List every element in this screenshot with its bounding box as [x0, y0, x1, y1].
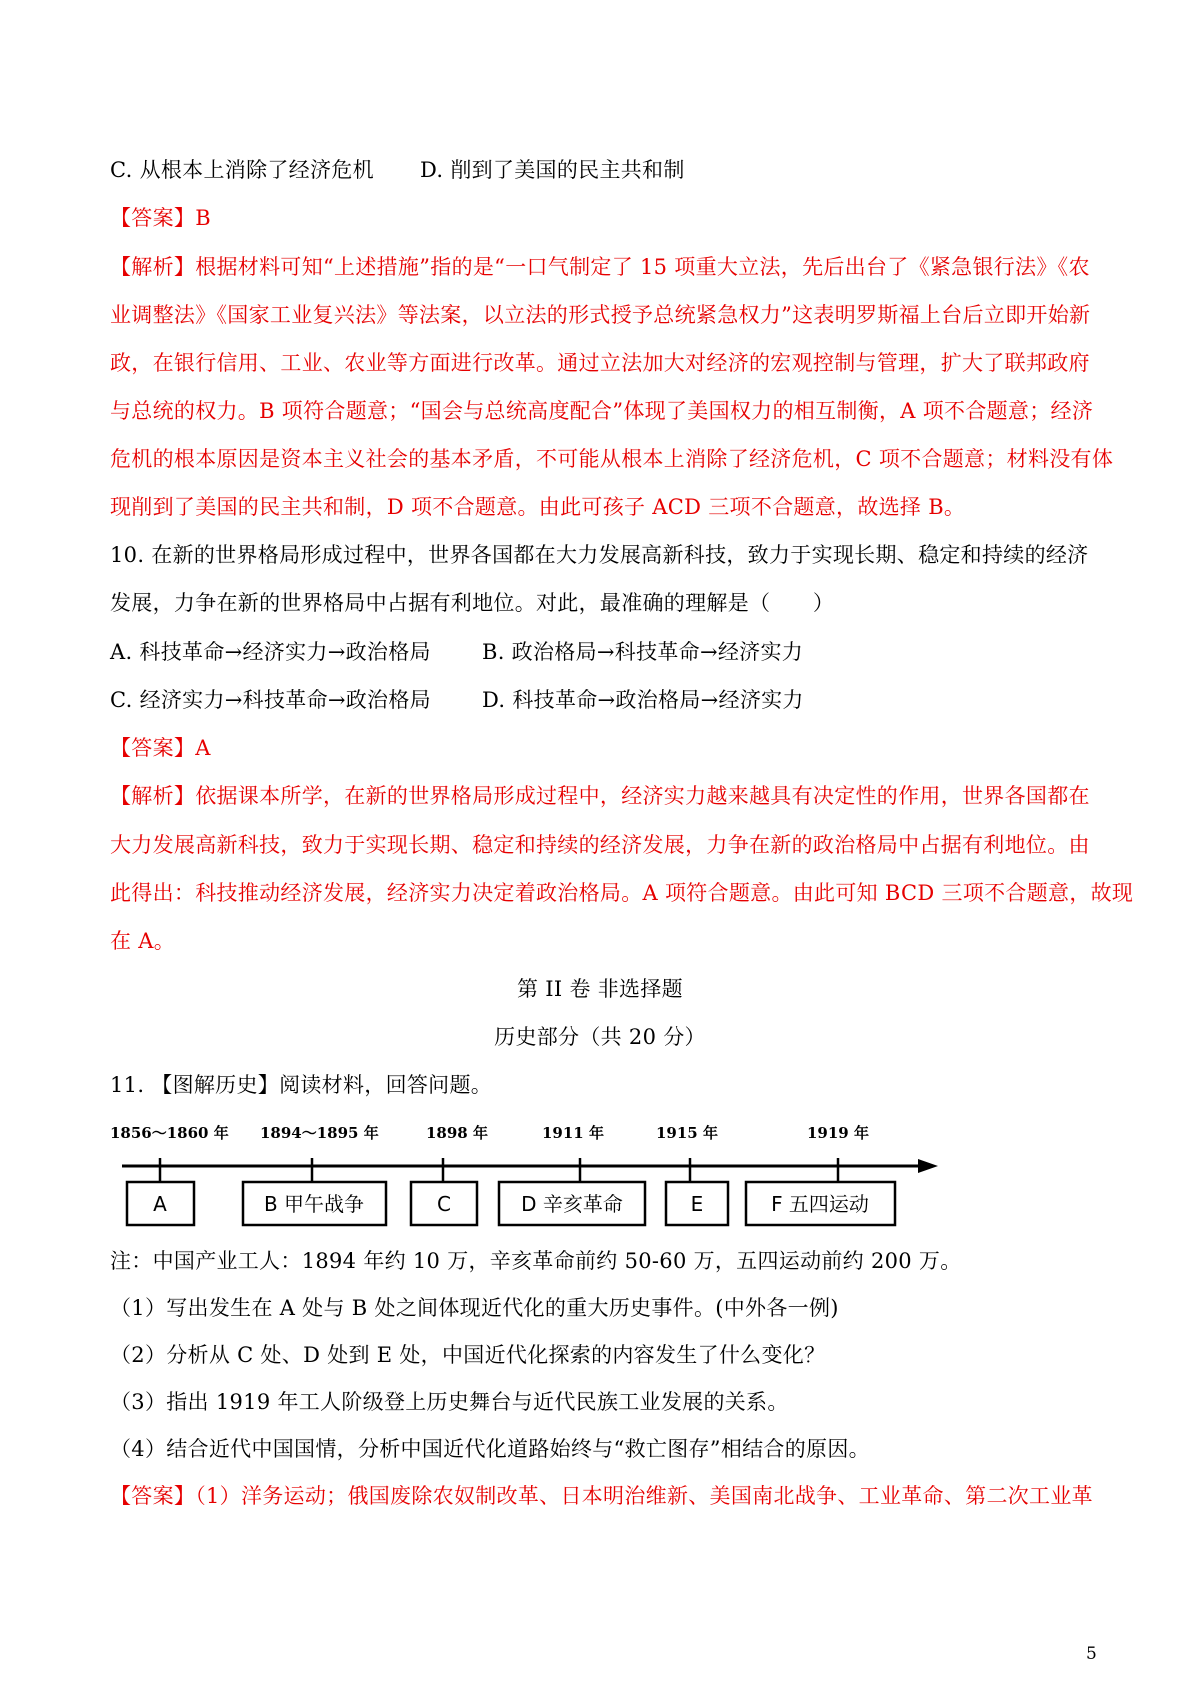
- section-title: 第 II 卷 非选择题: [517, 977, 683, 1001]
- timeline-arrow-icon: [918, 1159, 938, 1173]
- timeline-box-label: D 辛亥革命: [521, 1192, 623, 1216]
- q11-stem: 11. 【图解历史】阅读材料，回答问题。: [110, 1073, 493, 1097]
- q11-question: （3）指出 1919 年工人阶级登上历史舞台与近代民族工业发展的关系。: [110, 1390, 789, 1414]
- q11-question: （1）写出发生在 A 处与 B 处之间体现近代化的重大历史事件。(中外各一例): [110, 1296, 839, 1320]
- timeline-box-label: A: [153, 1192, 167, 1216]
- q11-question: （4）结合近代中国国情，分析中国近代化道路始终与“救亡图存”相结合的原因。: [110, 1437, 870, 1461]
- q9-option-d: D. 削到了美国的民主共和制: [420, 158, 685, 182]
- timeline-year-label: 1915 年: [656, 1124, 718, 1142]
- q10-option-c: C. 经济实力→科技革命→政治格局: [110, 688, 431, 712]
- q9-analysis-line: 业调整法》《国家工业复兴法》等法案，以立法的形式授予总统紧急权力”这表明罗斯福上台后立即开始新: [110, 303, 1091, 327]
- q11-answer: 【答案】（1）洋务运动；俄国废除农奴制改革、日本明治维新、美国南北战争、工业革命、第二次工业革: [110, 1484, 1093, 1508]
- q10-analysis-line: 在 A。: [110, 929, 176, 953]
- timeline-figure: [110, 1118, 940, 1238]
- timeline-diagram: [110, 1118, 940, 1238]
- q10-option-a: A. 科技革命→经济实力→政治格局: [110, 640, 431, 664]
- q9-analysis-line: 政，在银行信用、工业、农业等方面进行改革。通过立法加大对经济的宏观控制与管理，扩大了联邦政府: [110, 351, 1090, 375]
- timeline-box-label: C: [437, 1192, 451, 1216]
- q10-analysis-line: 【解析】依据课本所学，在新的世界格局形成过程中，经济实力越来越具有决定性的作用，世界各国都在: [110, 784, 1090, 808]
- q10-analysis-line: 此得出：科技推动经济发展，经济实力决定着政治格局。A 项符合题意。由此可知 BCD 三项不合题意，故现: [110, 881, 1134, 905]
- q10-option-b: B. 政治格局→科技革命→经济实力: [482, 640, 804, 664]
- q9-analysis-line: 与总统的权力。B 项符合题意；“国会与总统高度配合”体现了美国权力的相互制衡，A 项不合题意；经济: [110, 399, 1094, 423]
- q11-note: 注：中国产业工人：1894 年约 10 万，辛亥革命前约 50-60 万，五四运动前约 200 万。: [110, 1249, 962, 1273]
- q9-analysis-line: 危机的根本原因是资本主义社会的基本矛盾，不可能从根本上消除了经济危机，C 项不合题意；材料没有体: [110, 447, 1114, 471]
- q9-options-cd: [110, 154, 1110, 186]
- section-subtitle: 历史部分（共 20 分）: [494, 1025, 706, 1049]
- timeline-year-label: 1898 年: [426, 1124, 488, 1142]
- page-number: 5: [1086, 1644, 1097, 1664]
- q10-analysis-line: 大力发展高新科技，致力于实现长期、稳定和持续的经济发展，力争在新的政治格局中占据有利地位。由: [110, 833, 1090, 857]
- q9-analysis-line: 现削到了美国的民主共和制，D 项不合题意。由此可孩子 ACD 三项不合题意，故选择 B。: [110, 495, 966, 519]
- q10-options-cd: [110, 684, 1110, 716]
- timeline-box-label: B 甲午战争: [263, 1192, 365, 1216]
- q9-analysis-line: 【解析】根据材料可知“上述措施”指的是“一口气制定了 15 项重大立法，先后出台了《紧急银行法》《农: [110, 255, 1090, 279]
- q10-answer: 【答案】A: [110, 736, 211, 760]
- timeline-year-label: 1911 年: [542, 1124, 604, 1142]
- q10-stem-line: 10. 在新的世界格局形成过程中，世界各国都在大力发展高新科技，致力于实现长期、稳定和持续的经济: [110, 543, 1089, 567]
- timeline-box-label: E: [690, 1192, 704, 1216]
- timeline-box-label: F 五四运动: [771, 1192, 869, 1216]
- q9-answer: 【答案】B: [110, 206, 211, 230]
- q10-stem-line: 发展，力争在新的世界格局中占据有利地位。对此，最准确的理解是（ ）: [110, 591, 835, 615]
- q11-question: （2）分析从 C 处、D 处到 E 处，中国近代化探索的内容发生了什么变化？: [110, 1343, 826, 1367]
- timeline-year-label: 1856～1860 年: [110, 1124, 229, 1142]
- timeline-year-label: 1894～1895 年: [260, 1124, 379, 1142]
- q10-option-d: D. 科技革命→政治格局→经济实力: [482, 688, 804, 712]
- timeline-year-label: 1919 年: [807, 1124, 869, 1142]
- q9-option-c: C. 从根本上消除了经济危机: [110, 158, 374, 182]
- q10-options-ab: [110, 636, 1110, 668]
